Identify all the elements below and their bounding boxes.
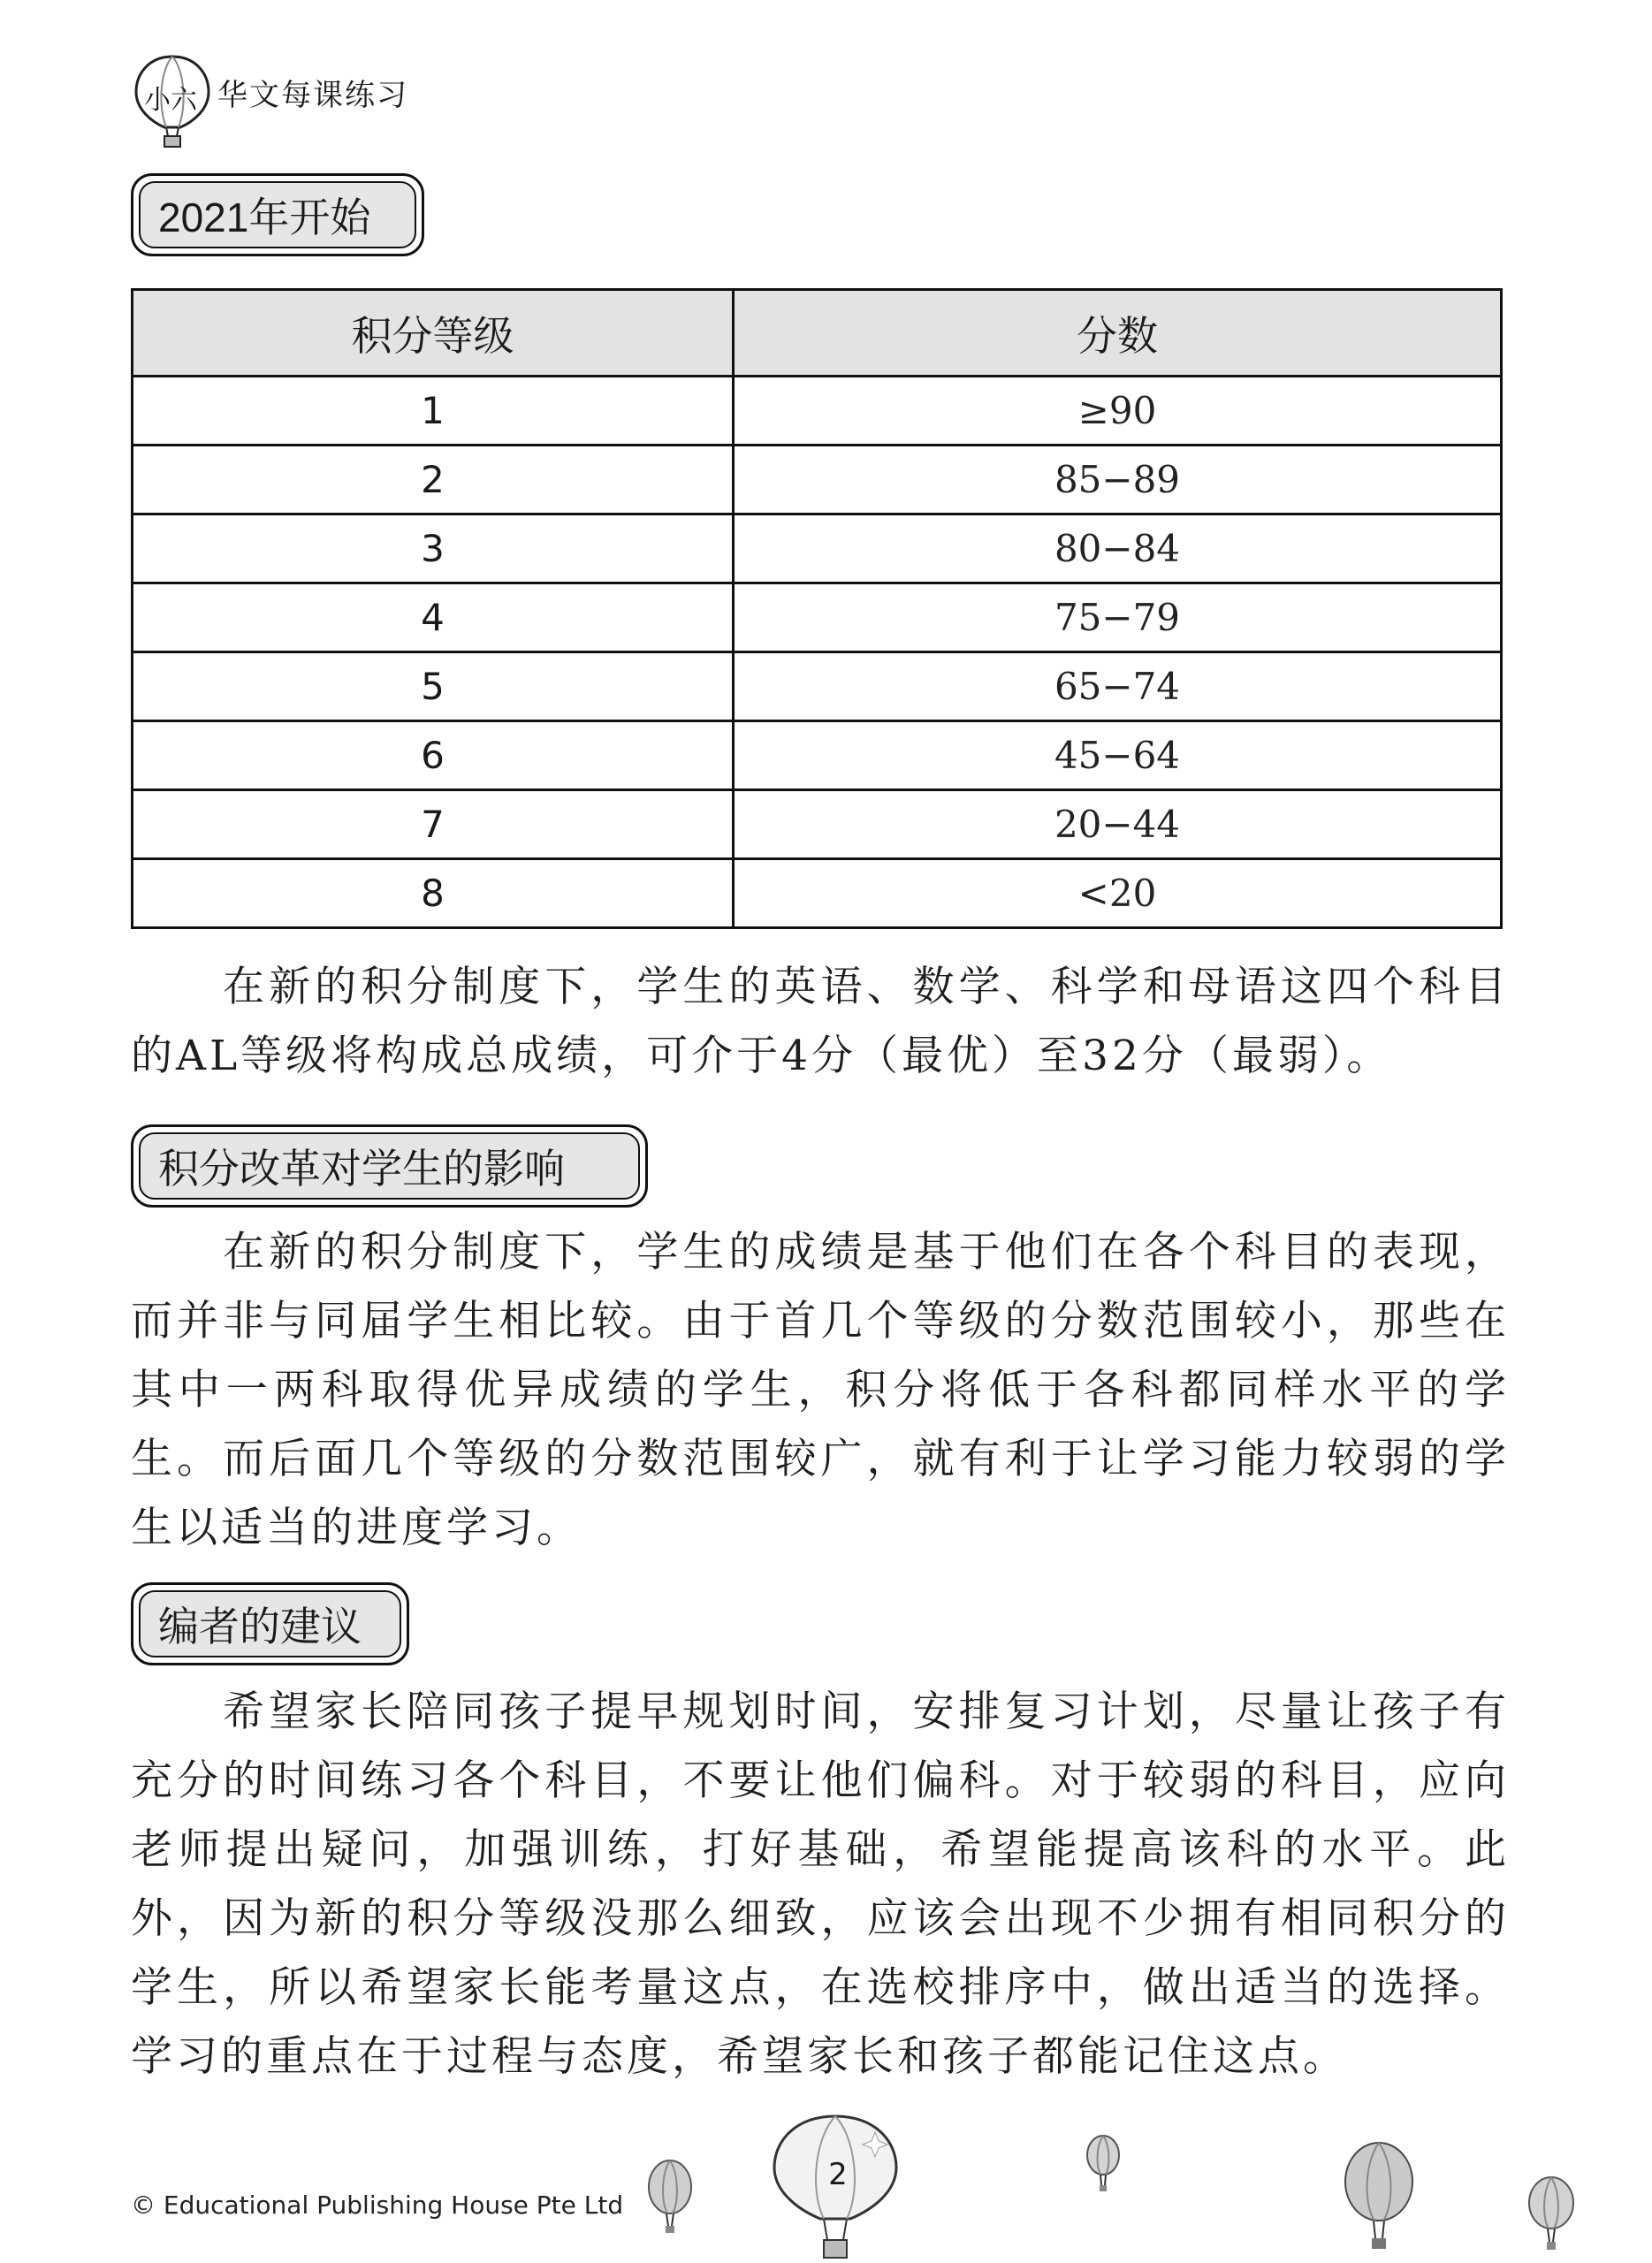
balloon-icon [1083, 2132, 1123, 2199]
table-row [133, 514, 1502, 583]
score-cell: <20 [734, 859, 1502, 928]
score-cell: 80−84 [734, 514, 1502, 583]
balloon-icon [643, 2157, 697, 2245]
score-cell: ≥90 [734, 377, 1502, 446]
copyright-notice: © Educational Publishing House Pte Ltd [131, 2191, 624, 2220]
section-tag-impact [131, 1124, 648, 1208]
grade-cell: 2 [133, 446, 734, 514]
grade-cell: 3 [133, 514, 734, 583]
paragraph-scoring-system: 在新的积分制度下，学生的英语、数学、科学和母语这四个科目的AL等级将构成总成绩，可介于4分（最优）至32分（最弱）。 [131, 963, 1510, 1080]
balloon-icon [1339, 2139, 1419, 2263]
score-cell: 85−89 [734, 446, 1502, 514]
page-number: 2 [828, 2157, 848, 2192]
table-row [133, 859, 1502, 928]
grade-cell: 8 [133, 859, 734, 928]
book-title: 华文每课练习 [217, 78, 408, 113]
table-row [133, 652, 1502, 721]
paragraph-impact: 在新的积分制度下，学生的成绩是基于他们在各个科目的表现，而并非与同届学生相比较。由于首几个等级的分数范围较小，那些在其中一两科取得优异成绩的学生，积分将低于各科都同样水平的学生。而后面几个等级的分数范围较广，就有利于让学习能力较弱的学生以适当的进度学习。 [131, 1228, 1510, 1552]
grade-cell: 7 [133, 790, 734, 859]
section-tag-advice [131, 1582, 409, 1665]
score-cell: 65−74 [734, 652, 1502, 721]
table-row [133, 377, 1502, 446]
paragraph-advice: 希望家长陪同孩子提早规划时间，安排复习计划，尽量让孩子有充分的时间练习各个科目，不要让他们偏科。对于较弱的科目，应向老师提出疑问，加强训练，打好基础，希望能提高该科的水平。此外，因为新的积分等级没那么细致，应该会出现不少拥有相同积分的学生，所以希望家长能考量这点，在选校排序中，做出适当的选择。学习的重点在于过程与态度，希望家长和孩子都能记住这点。 [131, 1688, 1510, 2081]
col-header-grade: 积分等级 [133, 290, 734, 377]
grade-cell: 5 [133, 652, 734, 721]
section-tag-2021 [131, 173, 424, 256]
balloon-icon [1525, 2175, 1578, 2259]
grade-cell: 6 [133, 721, 734, 790]
grade-table [131, 288, 1503, 929]
table-header-row [133, 290, 1502, 377]
table-row [133, 446, 1502, 514]
score-cell: 20−44 [734, 790, 1502, 859]
table-row [133, 721, 1502, 790]
col-header-score: 分数 [734, 290, 1502, 377]
section-title-2021: 2021年开始 [139, 181, 416, 248]
table-row [133, 790, 1502, 859]
section-title-advice: 编者的建议 [139, 1590, 401, 1657]
grade-cell: 4 [133, 583, 734, 652]
score-cell: 75−79 [734, 583, 1502, 652]
grade-cell: 1 [133, 377, 734, 446]
section-title-impact: 积分改革对学生的影响 [139, 1132, 640, 1200]
table-row [133, 583, 1502, 652]
score-cell: 45−64 [734, 721, 1502, 790]
grade-label: 小六 [144, 85, 197, 116]
